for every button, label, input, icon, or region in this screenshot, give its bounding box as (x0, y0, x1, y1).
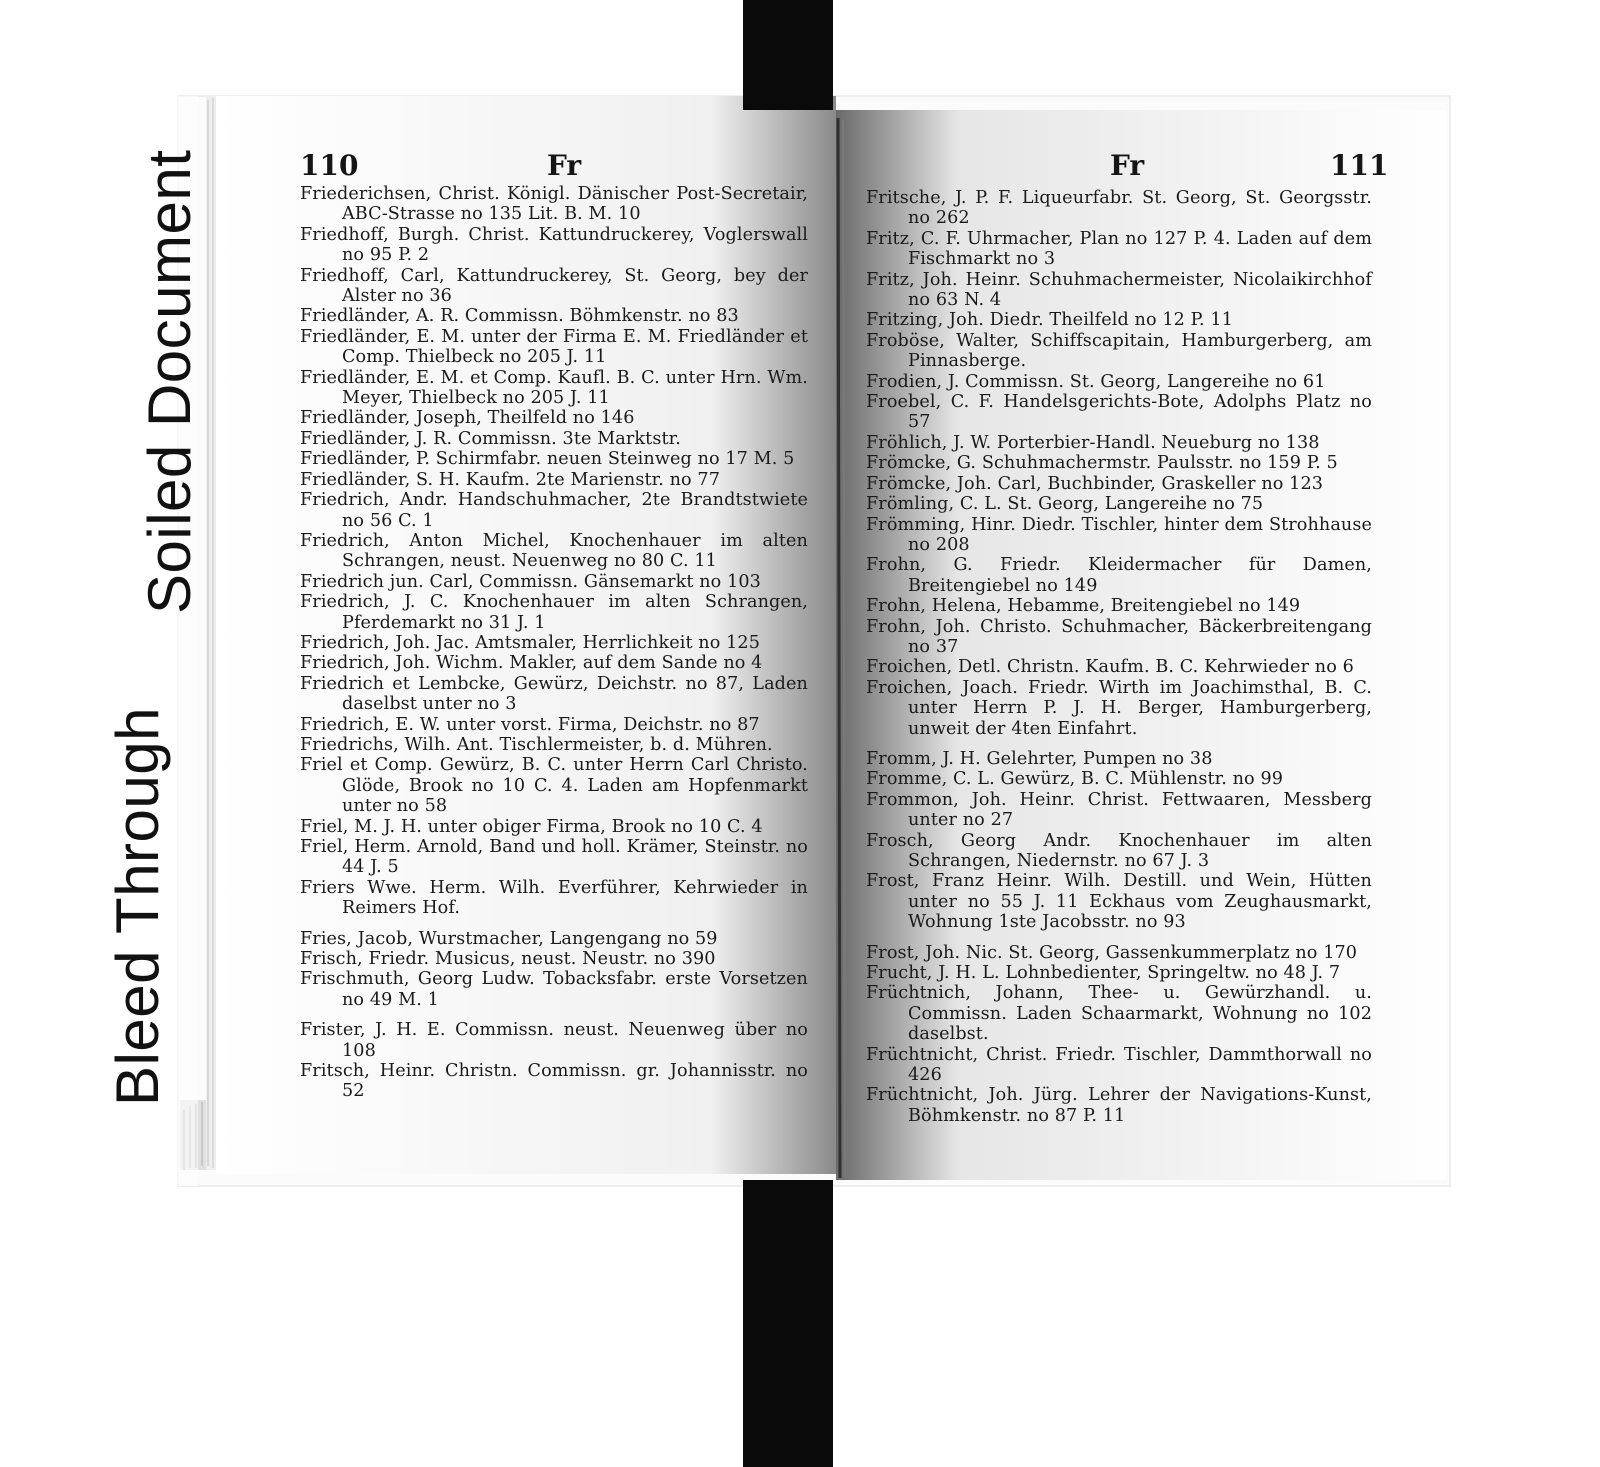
right-page-number: 111 (1330, 149, 1389, 182)
directory-entry: Friers Wwe. Herm. Wilh. Everführer, Kehrwieder in Reimers Hof. (300, 877, 808, 919)
directory-entry: Frohn, Joh. Christo. Schuhmacher, Bäckerbreitengang no 37 (866, 616, 1372, 657)
directory-entry: Frömling, C. L. St. Georg, Langereihe no 75 (866, 494, 1264, 515)
left-page-number: 110 (300, 149, 359, 182)
directory-entry: Friedländer, P. Schirmfabr. neuen Steinweg no 17 M. 5 (300, 449, 795, 470)
directory-entry: Friedländer, Joseph, Theilfeld no 146 (300, 408, 635, 429)
directory-entry: Frisch, Friedr. Musicus, neust. Neustr. no 390 (300, 949, 716, 970)
directory-entry: Friedrich et Lembcke, Gewürz, Deichstr. no 87, Laden daselbst unter no 3 (300, 673, 808, 715)
directory-entry: Friedrich, E. W. unter vorst. Firma, Deichstr. no 87 (300, 714, 760, 735)
directory-entry: Friedländer, J. R. Commissn. 3te Marktstr. (300, 428, 681, 449)
directory-entry: Frohn, Helena, Hebamme, Breitengiebel no 149 (866, 596, 1301, 617)
directory-entry: Friel et Comp. Gewürz, B. C. unter Herrn Carl Christo. Glöde, Brook no 10 C. 4. Laden am Hopfenmarkt unter no 58 (300, 755, 808, 817)
directory-entry: Friedrich, Anton Michel, Knochenhauer im alten Schrangen, neust. Neuenweg no 80 C. 11 (300, 530, 808, 572)
directory-entry: Friedhoff, Carl, Kattundruckerey, St. Georg, bey der Alster no 36 (300, 265, 808, 307)
directory-entry: Frömming, Hinr. Diedr. Tischler, hinter dem Strohhause no 208 (866, 514, 1372, 555)
left-page-header: Fr (547, 149, 582, 182)
right-page-header: Fr (1110, 149, 1145, 182)
directory-entry: Fritzing, Joh. Diedr. Theilfeld no 12 P. 11 (866, 310, 1233, 331)
directory-entry: Frost, Joh. Nic. St. Georg, Gassenkummerplatz no 170 (866, 942, 1358, 963)
directory-entry: Friedländer, E. M. unter der Firma E. M. Friedländer et Comp. Thielbeck no 205 J. 11 (300, 326, 808, 368)
left-page-entries (300, 184, 808, 1102)
directory-entry: Froichen, Detl. Christn. Kaufm. B. C. Kehrwieder no 6 (866, 657, 1354, 678)
directory-entry: Friedrichs, Wilh. Ant. Tischlermeister, b. d. Mühren. (300, 734, 773, 755)
right-page-entries (866, 188, 1372, 1126)
directory-entry: Fromme, C. L. Gewürz, B. C. Mühlenstr. no 99 (866, 769, 1284, 790)
directory-entry: Fritsche, J. P. F. Liqueurfabr. St. Georg, St. Georgsstr. no 262 (866, 188, 1372, 229)
directory-entry: Frister, J. H. E. Commissn. neust. Neuenweg über no 108 (300, 1020, 808, 1061)
directory-entry: Fries, Jacob, Wurstmacher, Langengang no 59 (300, 928, 718, 949)
bleed-through-label: Bleed Through (104, 706, 171, 1106)
directory-entry: Friederichsen, Christ. Königl. Dänischer Post-Secretair, ABC-Strasse no 135 Lit. B. M. 10 (300, 184, 808, 225)
directory-entry: Friedrich, J. C. Knochenhauer im alten Schrangen, Pferdemarkt no 31 J. 1 (300, 592, 808, 633)
directory-entry: Frohn, G. Friedr. Kleidermacher für Damen, Breitengiebel no 149 (866, 555, 1372, 596)
directory-entry: Froichen, Joach. Friedr. Wirth im Joachimsthal, B. C. unter Herrn P. J. H. Berger, Hamburgerberg, unweit der 4ten Einfahrt. (866, 677, 1372, 739)
directory-entry: Friedländer, E. M. et Comp. Kaufl. B. C. unter Hrn. Wm. Meyer, Thielbeck no 205 J. 11 (300, 367, 808, 409)
directory-entry: Fritz, C. F. Uhrmacher, Plan no 127 P. 4. Laden auf dem Fischmarkt no 3 (866, 228, 1372, 270)
directory-entry: Fritsch, Heinr. Christn. Commissn. gr. Johannisstr. no 52 (300, 1061, 808, 1102)
directory-entry: Friedhoff, Burgh. Christ. Kattundruckerey, Voglerswall no 95 P. 2 (300, 224, 808, 266)
directory-entry: Friedländer, S. H. Kaufm. 2te Marienstr. no 77 (300, 469, 721, 490)
directory-entry: Frodien, J. Commissn. St. Georg, Langereihe no 61 (866, 371, 1326, 392)
directory-entry: Fröhlich, J. W. Porterbier-Handl. Neueburg no 138 (866, 432, 1320, 453)
directory-entry: Froböse, Walter, Schiffscapitain, Hamburgerberg, am Pinnasberge. (866, 330, 1372, 372)
directory-entry: Friedrich, Joh. Wichm. Makler, auf dem Sande no 4 (300, 653, 763, 674)
directory-entry: Friel, Herm. Arnold, Band und holl. Krämer, Steinstr. no 44 J. 5 (300, 837, 808, 878)
directory-entry: Frischmuth, Georg Ludw. Tobacksfabr. erste Vorsetzen no 49 M. 1 (300, 969, 808, 1010)
directory-entry: Friedrich, Joh. Jac. Amtsmaler, Herrlichkeit no 125 (300, 632, 761, 653)
directory-entry: Friedrich, Andr. Handschuhmacher, 2te Brandtstwiete no 56 C. 1 (300, 490, 808, 531)
spine-strip-bottom (743, 1180, 833, 1467)
spine-strip-top (743, 0, 833, 110)
directory-entry: Friel, M. J. H. unter obiger Firma, Brook no 10 C. 4 (300, 816, 763, 837)
directory-entry: Friedländer, A. R. Commissn. Böhmkenstr. no 83 (300, 306, 739, 327)
directory-entry: Frucht, J. H. L. Lohnbedienter, Springeltw. no 48 J. 7 (866, 963, 1341, 984)
directory-entry: Friedrich jun. Carl, Commissn. Gänsemarkt no 103 (300, 571, 761, 592)
directory-entry: Früchtnich, Johann, Thee- u. Gewürzhandl. u. Commissn. Laden Schaarmarkt, Wohnung no 102 daselbst. (866, 983, 1372, 1045)
directory-entry: Frömcke, G. Schuhmachermstr. Paulsstr. no 159 P. 5 (866, 453, 1338, 474)
directory-entry: Fritz, Joh. Heinr. Schuhmachermeister, Nicolaikirchhof no 63 N. 4 (866, 269, 1372, 311)
directory-entry: Froebel, C. F. Handelsgerichts-Bote, Adolphs Platz no 57 (866, 392, 1372, 433)
directory-entry: Früchtnicht, Joh. Jürg. Lehrer der Navigations-Kunst, Böhmkenstr. no 87 P. 11 (866, 1085, 1372, 1126)
directory-entry: Früchtnicht, Christ. Friedr. Tischler, Dammthorwall no 426 (866, 1044, 1372, 1086)
directory-entry: Frommon, Joh. Heinr. Christ. Fettwaaren, Messberg unter no 27 (866, 789, 1372, 831)
soiled-document-label: Soiled Document (136, 149, 203, 614)
directory-entry: Frosch, Georg Andr. Knochenhauer im alten Schrangen, Niedernstr. no 67 J. 3 (866, 830, 1372, 871)
directory-entry: Fromm, J. H. Gelehrter, Pumpen no 38 (866, 748, 1213, 769)
directory-entry: Frömcke, Joh. Carl, Buchbinder, Graskeller no 123 (866, 473, 1324, 494)
directory-entry: Frost, Franz Heinr. Wilh. Destill. und Wein, Hütten unter no 55 J. 11 Eckhaus vom Zeughausmarkt, Wohnung 1ste Jacobsstr. no 93 (866, 871, 1372, 933)
